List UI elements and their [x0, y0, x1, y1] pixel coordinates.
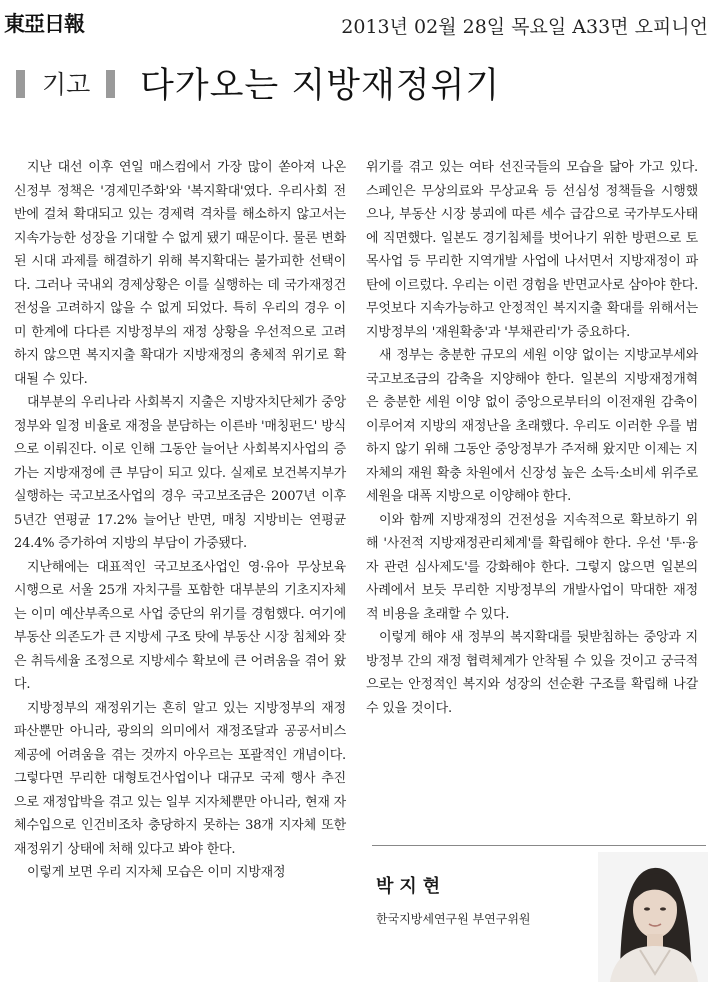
paragraph: 이와 함께 지방재정의 건전성을 지속적으로 확보하기 위해 '사전적 지방재정관리체계'를 확립해야 한다. 우선 '투·융자 관련 심사제도'를 강화해야 한다. 그렇지 않으면 일본의 사례에서 보듯 무리한 지방정부의 개발사업이 막대한 재정적 비용을 초래할 수 있다. — [366, 512, 698, 622]
masthead — [0, 0, 720, 48]
section-bar-left — [16, 70, 25, 98]
paragraph: 지난해에는 대표적인 국고보조사업인 영·유아 무상보육 시행으로 서울 25개 자치구를 포함한 대부분의 기초지자체는 이미 예산부족으로 사업 중단의 위기를 경험했다. 여기에 부동산 의존도가 큰 지방세 구조 탓에 부동산 시장 침체와 잦은 취득세율 조정으로 지방세수 확보에 큰 어려움을 겪어 왔다. — [14, 559, 346, 692]
paragraph: 위기를 겪고 있는 여타 선진국들의 모습을 닮아 가고 있다. 스페인은 무상의료와 무상교육 등 선심성 정책들을 시행했으나, 부동산 시장 붕괴에 따른 세수 급감으로 국가부도사태에 직면했다. 일본도 경기침체를 벗어나기 위한 방편으로 토목사업 등 무리한 지역개발 사업에 나서면서 지방재정이 파탄에 이르렀다. 우리는 이런 경험을 반면교사로 삼아야 한다. 무엇보다 지속가능하고 안정적인 복지지출 확대를 위해서는 지방정부의 '재원확충'과 '부채관리'가 중요하다. — [366, 160, 698, 340]
paragraph: 지방정부의 재정위기는 흔히 알고 있는 지방정부의 재정파산뿐만 아니라, 광의의 의미에서 재정조달과 공공서비스 제공에 어려움을 겪는 것까지 아우르는 포괄적인 개념이다. 그렇다면 무리한 대형토건사업이나 대규모 국제 행사 추진으로 재정압박을 겪고 있는 일부 지자체뿐만 아니라, 현재 자체수입으로 인건비조차 충당하지 못하는 38개 지자체 또한 재정위기 상태에 처해 있다고 봐야 한다. — [14, 700, 346, 857]
author-name: 박지현 — [376, 876, 447, 897]
paragraph: 이렇게 해야 새 정부의 복지확대를 뒷받침하는 중앙과 지방정부 간의 재정 협력체계가 안착될 수 있을 것이고 궁극적으로는 안정적인 복지와 성장의 선순환 구조를 확립해 나갈 수 있을 것이다. — [366, 630, 698, 716]
section-bar-right — [106, 70, 115, 98]
author-photo — [598, 852, 708, 982]
paragraph: 지난 대선 이후 연일 매스컴에서 가장 많이 쏟아져 나온 신정부 정책은 '경제민주화'와 '복지확대'였다. 우리사회 전반에 걸쳐 확대되고 있는 경제력 격차를 해소하지 않고서는 지속가능한 성장을 기대할 수 없게 됐기 때문이다. 물론 변화된 시대 과제를 해결하기 위해 복지확대는 불가피한 선택이다. 그러나 국내외 경제상황은 이를 실행하는 데 국가재정건전성을 고려하지 않을 수 없게 되었다. 특히 우리의 경우 이미 한계에 다다른 지방정부의 재정 상황을 우선적으로 고려하지 않으면 복지지출 확대가 지방재정의 총체적 위기로 확대될 수 있다. — [14, 160, 346, 387]
author-title: 한국지방세연구원 부연구위원 — [376, 912, 531, 926]
newspaper-logo: 東亞日報 — [4, 11, 84, 36]
section-label: 기고 — [42, 70, 91, 99]
paragraph: 이렇게 보면 우리 지자체 모습은 이미 지방재정 — [27, 865, 286, 880]
author-divider — [372, 845, 706, 846]
article-title: 다가오는 지방재정위기 — [140, 66, 501, 106]
paragraph: 대부분의 우리나라 사회복지 지출은 지방자치단체가 중앙정부와 일정 비율로 재정을 분담하는 이른바 '매칭펀드' 방식으로 이뤄진다. 이로 인해 그동안 늘어난 사회복지사업의 증가는 지방재정에 큰 부담이 되고 있다. 실제로 보건복지부가 실행하는 국고보조사업의 경우 국고보조금은 2007년 이후 5년간 연평균 17.2% 늘어난 반면, 매칭 지방비는 연평균 24.4% 증가하여 지방의 부담이 가중됐다. — [14, 395, 346, 551]
article-column-left — [14, 156, 346, 885]
author-portrait-icon — [598, 852, 708, 982]
dateline: 2013년 02월 28일 목요일 A33면 오피니언 — [341, 16, 708, 38]
paragraph: 새 정부는 충분한 규모의 세원 이양 없이는 지방교부세와 국고보조금의 감축을 지양해야 한다. 일본의 지방재정개혁은 충분한 세원 이양 없이 중앙으로부터의 이전재원 감축이 이루어져 지방의 재정난을 초래했다. 우리도 이러한 우를 범하지 않기 위해 그동안 중앙정부가 주저해 왔지만 이제는 지자체의 재원 확충 차원에서 신장성 높은 소득·소비세 위주로 세원을 대폭 지방으로 이양해야 한다. — [366, 348, 698, 504]
article-column-right — [366, 156, 698, 720]
headline — [0, 58, 720, 118]
